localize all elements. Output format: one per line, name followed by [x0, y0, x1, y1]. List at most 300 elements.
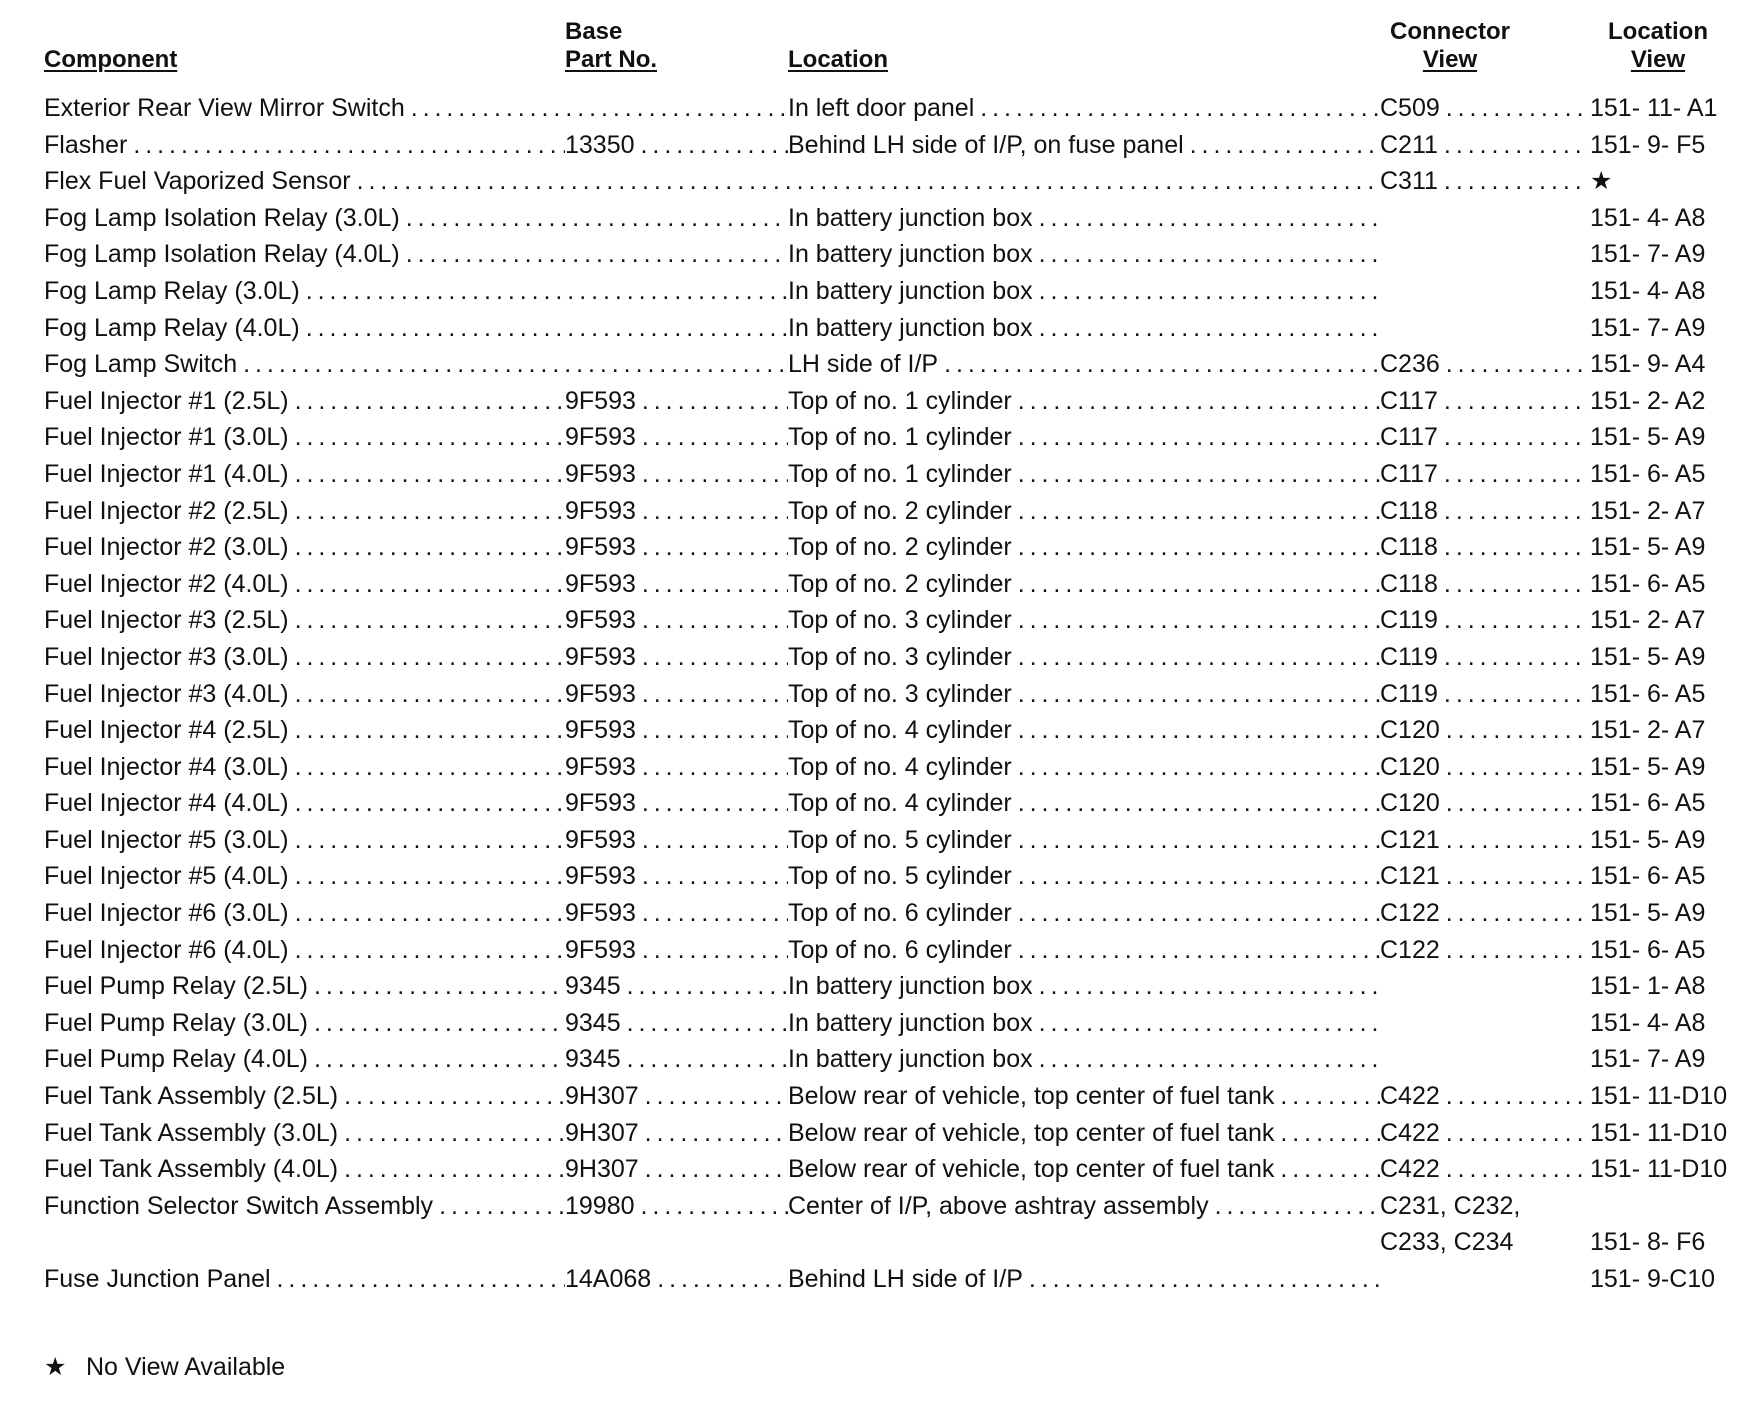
location-cell [788, 822, 1380, 859]
location-cell [788, 676, 1380, 713]
location-cell [788, 1078, 1380, 1115]
table-row [0, 236, 1754, 273]
location-cell [788, 456, 1380, 493]
location-view-cell [1590, 676, 1740, 713]
table-row [0, 310, 1754, 347]
component-cell [44, 346, 788, 383]
part-number-cell [565, 456, 788, 493]
location-view-cell-text: 151- 4- A8 [1590, 1008, 1706, 1037]
component-cell [44, 822, 565, 859]
connector-view-cell-continued [1380, 1224, 1587, 1261]
location-cell-text: Behind LH side of I/P [788, 1264, 1023, 1293]
location-cell [788, 749, 1380, 786]
part-number-cell-text: 9H307 [565, 1118, 639, 1147]
part-number-cell-text: 9F593 [565, 459, 636, 488]
location-view-cell-text: 151- 6- A5 [1590, 459, 1706, 488]
location-cell-text: Top of no. 2 cylinder [788, 496, 1012, 525]
table-row [0, 858, 1754, 895]
connector-view-cell [1380, 1151, 1587, 1188]
component-cell [44, 639, 565, 676]
table-row [0, 90, 1754, 127]
location-cell-text: Top of no. 5 cylinder [788, 825, 1012, 854]
location-cell-text: LH side of I/P [788, 350, 939, 379]
component-cell-text: Fog Lamp Relay (3.0L) [44, 276, 300, 305]
connector-view-cell-text: C118 [1380, 569, 1438, 598]
location-view-cell-text: 151- 1- A8 [1590, 972, 1706, 1001]
connector-view-cell-text: C120 [1380, 716, 1440, 745]
location-cell [788, 236, 1380, 273]
location-cell-text: Top of no. 2 cylinder [788, 569, 1012, 598]
part-number-cell [565, 932, 788, 969]
location-cell-text: Top of no. 1 cylinder [788, 459, 1012, 488]
location-cell-text: In battery junction box [788, 1045, 1033, 1074]
connector-view-cell-text: C422 [1380, 1155, 1440, 1184]
component-cell [44, 236, 788, 273]
component-cell-text: Fuel Tank Assembly (2.5L) [44, 1082, 339, 1111]
connector-view-cell [1380, 419, 1587, 456]
header-connector-view [1380, 18, 1520, 74]
connector-view-cell [1380, 676, 1587, 713]
part-number-cell [565, 822, 788, 859]
component-cell-text: Fuel Injector #2 (3.0L) [44, 533, 289, 562]
location-view-cell-text: 151- 7- A9 [1590, 313, 1706, 342]
part-number-cell-text: 9F593 [565, 496, 636, 525]
table-row [0, 895, 1754, 932]
location-view-cell-text: 151- 6- A5 [1590, 935, 1706, 964]
component-cell-text: Fuel Pump Relay (2.5L) [44, 972, 309, 1001]
location-cell [788, 419, 1380, 456]
part-number-cell-text: 9345 [565, 972, 621, 1001]
table-row [0, 785, 1754, 822]
location-view-cell-text: 151- 2- A7 [1590, 496, 1706, 525]
component-cell-text: Fuel Injector #4 (3.0L) [44, 752, 289, 781]
location-view-cell [1590, 310, 1740, 347]
connector-view-cell-text: C231, C232, [1380, 1191, 1521, 1220]
location-cell [788, 858, 1380, 895]
component-cell [44, 1078, 565, 1115]
component-cell [44, 932, 565, 969]
component-cell-text: Fuel Injector #1 (3.0L) [44, 423, 289, 452]
component-cell [44, 127, 565, 164]
location-view-cell [1590, 932, 1740, 969]
location-view-cell [1590, 1261, 1740, 1298]
location-cell-text: Top of no. 6 cylinder [788, 899, 1012, 928]
location-view-cell [1590, 858, 1740, 895]
location-view-cell [1590, 1041, 1740, 1078]
location-view-cell [1590, 895, 1740, 932]
location-view-cell [1590, 90, 1740, 127]
table-row [0, 602, 1754, 639]
location-cell-text: Top of no. 3 cylinder [788, 679, 1012, 708]
location-cell [788, 310, 1380, 347]
table-row [0, 493, 1754, 530]
part-number-cell-text: 14A068 [565, 1264, 652, 1293]
component-cell [44, 1005, 565, 1042]
location-view-cell-text: 151- 5- A9 [1590, 642, 1706, 671]
connector-view-cell-text: C119 [1380, 606, 1438, 635]
part-number-cell-text: 9H307 [565, 1082, 639, 1111]
part-number-cell [565, 419, 788, 456]
header-location-view [1598, 18, 1718, 74]
component-cell-text: Fuel Injector #1 (2.5L) [44, 386, 289, 415]
connector-view-cell [1380, 493, 1587, 530]
component-cell-text: Flasher [44, 130, 128, 159]
component-cell [44, 1115, 565, 1152]
part-number-cell [565, 749, 788, 786]
location-view-cell [1590, 529, 1740, 566]
location-view-cell [1590, 383, 1740, 420]
connector-view-cell-continued-text: C233, C234 [1380, 1228, 1514, 1257]
location-view-cell [1590, 1151, 1740, 1188]
connector-view-cell-text: C118 [1380, 496, 1438, 525]
location-view-cell-text: 151- 5- A9 [1590, 533, 1706, 562]
connector-view-cell-text: C117 [1380, 423, 1438, 452]
location-cell-text: Center of I/P, above ashtray assembly [788, 1191, 1209, 1220]
part-number-cell [565, 712, 788, 749]
connector-view-cell-text: C122 [1380, 935, 1440, 964]
part-number-cell [565, 639, 788, 676]
component-cell-text: Fog Lamp Isolation Relay (4.0L) [44, 240, 400, 269]
table-row [0, 968, 1754, 1005]
location-view-cell-text: 151- 5- A9 [1590, 825, 1706, 854]
part-number-cell-text: 9345 [565, 1008, 621, 1037]
location-cell [788, 1261, 1380, 1298]
part-number-cell-text: 9F593 [565, 935, 636, 964]
part-number-cell-text: 9345 [565, 1045, 621, 1074]
location-cell-text: Below rear of vehicle, top center of fuel tank [788, 1155, 1275, 1184]
location-view-cell-text: 151- 9- F5 [1590, 130, 1706, 159]
connector-view-cell [1380, 785, 1587, 822]
location-cell [788, 90, 1380, 127]
location-view-cell-text: ★ [1590, 167, 1613, 196]
connector-view-cell [1380, 383, 1587, 420]
component-cell-text: Fuel Injector #6 (4.0L) [44, 935, 289, 964]
connector-view-cell [1380, 529, 1587, 566]
part-number-cell-text: 9F593 [565, 423, 636, 452]
table-row [0, 1078, 1754, 1115]
connector-view-cell-text: C117 [1380, 459, 1438, 488]
part-number-cell [565, 858, 788, 895]
connector-view-cell [1380, 456, 1587, 493]
header-part-bottom: Part No. [565, 46, 658, 73]
connector-view-cell-text: C422 [1380, 1082, 1440, 1111]
part-number-cell [565, 1115, 788, 1152]
location-cell-text: Top of no. 2 cylinder [788, 533, 1012, 562]
table-row [0, 456, 1754, 493]
part-number-cell [565, 1005, 788, 1042]
connector-view-cell-text: C119 [1380, 679, 1438, 708]
location-cell-text: In battery junction box [788, 203, 1033, 232]
header-connector-top: Connector [1390, 18, 1510, 45]
location-cell-text: In battery junction box [788, 1008, 1033, 1037]
component-cell [44, 493, 565, 530]
part-number-cell-text: 9F593 [565, 642, 636, 671]
location-cell-text: Top of no. 1 cylinder [788, 423, 1012, 452]
component-cell [44, 419, 565, 456]
location-view-cell [1590, 566, 1740, 603]
location-cell [788, 529, 1380, 566]
connector-view-cell [1380, 346, 1587, 383]
component-cell [44, 1188, 565, 1225]
connector-view-cell-text: C211 [1380, 130, 1438, 159]
table-row [0, 529, 1754, 566]
location-view-cell-text: 151- 7- A9 [1590, 1045, 1706, 1074]
location-view-cell-text: 151- 6- A5 [1590, 862, 1706, 891]
location-cell [788, 1005, 1380, 1042]
location-cell-text: Top of no. 3 cylinder [788, 606, 1012, 635]
table-row [0, 1188, 1754, 1261]
part-number-cell [565, 785, 788, 822]
connector-view-cell-text: C117 [1380, 386, 1438, 415]
component-cell-text: Fuel Injector #2 (2.5L) [44, 496, 289, 525]
table-row [0, 127, 1754, 164]
location-view-cell-text: 151- 2- A7 [1590, 716, 1706, 745]
location-view-cell-text: 151- 2- A7 [1590, 606, 1706, 635]
location-view-cell [1590, 639, 1740, 676]
location-view-cell [1590, 273, 1740, 310]
table-row [0, 676, 1754, 713]
location-view-cell-text: 151- 5- A9 [1590, 423, 1706, 452]
connector-view-cell-text: C120 [1380, 789, 1440, 818]
table-row [0, 419, 1754, 456]
connector-view-cell [1380, 566, 1587, 603]
table-row [0, 200, 1754, 237]
part-number-cell-text: 9F593 [565, 752, 636, 781]
part-number-cell [565, 1151, 788, 1188]
location-cell [788, 493, 1380, 530]
location-view-cell-text: 151- 4- A8 [1590, 276, 1706, 305]
location-view-cell [1590, 1224, 1740, 1261]
component-cell [44, 858, 565, 895]
component-cell [44, 456, 565, 493]
table-row [0, 932, 1754, 969]
table-row [0, 163, 1754, 200]
location-cell [788, 712, 1380, 749]
component-cell [44, 749, 565, 786]
location-cell [788, 968, 1380, 1005]
location-cell-text: In battery junction box [788, 276, 1033, 305]
location-view-cell [1590, 493, 1740, 530]
location-cell-text: In battery junction box [788, 240, 1033, 269]
connector-view-cell [1380, 1115, 1587, 1152]
location-view-cell [1590, 419, 1740, 456]
table-row [0, 749, 1754, 786]
location-cell [788, 273, 1380, 310]
location-view-cell [1590, 236, 1740, 273]
component-cell-text: Fuel Injector #1 (4.0L) [44, 459, 289, 488]
location-cell-text: Top of no. 3 cylinder [788, 642, 1012, 671]
location-view-cell-text: 151- 11-D10 [1590, 1082, 1728, 1111]
component-cell [44, 785, 565, 822]
component-cell-text: Fog Lamp Switch [44, 350, 238, 379]
location-view-cell [1590, 602, 1740, 639]
location-view-cell-text: 151- 4- A8 [1590, 203, 1706, 232]
location-view-cell-text: 151- 6- A5 [1590, 679, 1706, 708]
component-cell [44, 273, 788, 310]
table-row [0, 822, 1754, 859]
table-row [0, 346, 1754, 383]
location-view-cell-text: 151- 5- A9 [1590, 899, 1706, 928]
header-part-no [565, 18, 657, 74]
location-cell-text: Top of no. 4 cylinder [788, 716, 1012, 745]
component-cell-text: Fuel Pump Relay (3.0L) [44, 1008, 309, 1037]
component-cell-text: Fuel Tank Assembly (4.0L) [44, 1155, 339, 1184]
component-cell-text: Fuel Injector #5 (3.0L) [44, 825, 289, 854]
table-row [0, 273, 1754, 310]
part-number-cell [565, 602, 788, 639]
component-cell [44, 1041, 565, 1078]
component-cell-text: Fuse Junction Panel [44, 1264, 271, 1293]
part-number-cell-text: 9F593 [565, 606, 636, 635]
part-number-cell-text: 9F593 [565, 899, 636, 928]
location-view-cell-text: 151- 2- A2 [1590, 386, 1706, 415]
component-cell-text: Fuel Injector #3 (2.5L) [44, 606, 289, 635]
connector-view-cell-text: C121 [1380, 825, 1440, 854]
location-cell [788, 895, 1380, 932]
header-locview-top: Location [1608, 18, 1708, 45]
location-view-cell [1590, 822, 1740, 859]
location-view-cell [1590, 785, 1740, 822]
location-view-cell-text: 151- 11-D10 [1590, 1155, 1728, 1184]
part-number-cell [565, 493, 788, 530]
connector-view-cell [1380, 602, 1587, 639]
location-view-cell-text: 151- 6- A5 [1590, 789, 1706, 818]
component-cell-text: Flex Fuel Vaporized Sensor [44, 167, 351, 196]
location-view-cell-text: 151- 8- F6 [1590, 1228, 1706, 1257]
component-cell [44, 310, 788, 347]
footnote [44, 1352, 285, 1382]
table-row [0, 1151, 1754, 1188]
location-view-cell-text: 151- 11- A1 [1590, 94, 1718, 122]
part-number-cell-text: 9H307 [565, 1155, 639, 1184]
component-cell-text: Exterior Rear View Mirror Switch [44, 94, 405, 122]
location-cell-text: Below rear of vehicle, top center of fuel tank [788, 1118, 1275, 1147]
part-number-cell [565, 1078, 788, 1115]
part-number-cell-text: 9F593 [565, 679, 636, 708]
location-cell [788, 127, 1380, 164]
part-number-cell-text: 9F593 [565, 569, 636, 598]
component-cell [44, 895, 565, 932]
header-location-label: Location [788, 46, 888, 73]
connector-view-cell [1380, 749, 1587, 786]
location-cell [788, 346, 1380, 383]
location-cell [788, 1115, 1380, 1152]
table-row [0, 712, 1754, 749]
table-row [0, 1115, 1754, 1152]
header-location [788, 46, 888, 74]
part-number-cell-text: 9F593 [565, 386, 636, 415]
location-cell-text: In left door panel [788, 94, 975, 122]
part-number-cell-text: 9F593 [565, 716, 636, 745]
connector-view-cell [1380, 127, 1587, 164]
connector-view-cell [1380, 932, 1587, 969]
connector-view-cell [1380, 858, 1587, 895]
part-number-cell [565, 383, 788, 420]
location-view-cell [1590, 968, 1740, 1005]
part-number-cell [565, 127, 788, 164]
component-cell-text: Fuel Injector #6 (3.0L) [44, 899, 289, 928]
connector-view-cell [1380, 712, 1587, 749]
location-cell [788, 602, 1380, 639]
connector-view-cell-text: C122 [1380, 899, 1440, 928]
connector-view-cell [1380, 163, 1587, 200]
component-cell-text: Fuel Injector #3 (4.0L) [44, 679, 289, 708]
location-cell [788, 639, 1380, 676]
component-cell [44, 1151, 565, 1188]
connector-view-cell-text: C509 [1380, 94, 1440, 122]
component-cell-text: Fuel Tank Assembly (3.0L) [44, 1118, 339, 1147]
location-cell-text: Top of no. 4 cylinder [788, 752, 1012, 781]
part-number-cell-text: 9F593 [565, 789, 636, 818]
connector-view-cell-text: C311 [1380, 167, 1438, 196]
component-cell [44, 529, 565, 566]
location-cell-text: In battery junction box [788, 972, 1033, 1001]
part-number-cell-text: 13350 [565, 130, 635, 159]
component-cell [44, 712, 565, 749]
component-cell [44, 566, 565, 603]
component-cell-text: Fuel Injector #5 (4.0L) [44, 862, 289, 891]
connector-view-cell-text: C422 [1380, 1118, 1440, 1147]
connector-view-cell [1380, 1078, 1587, 1115]
location-view-cell-text: 151- 9-C10 [1590, 1264, 1716, 1293]
component-cell [44, 90, 788, 127]
part-number-cell [565, 968, 788, 1005]
component-cell [44, 602, 565, 639]
connector-view-cell-text: C121 [1380, 862, 1440, 891]
location-cell [788, 785, 1380, 822]
component-cell-text: Fog Lamp Isolation Relay (3.0L) [44, 203, 400, 232]
location-view-cell [1590, 712, 1740, 749]
table-row [0, 1041, 1754, 1078]
location-cell [788, 1151, 1380, 1188]
location-cell-text: Behind LH side of I/P, on fuse panel [788, 130, 1184, 159]
location-cell-text: Top of no. 4 cylinder [788, 789, 1012, 818]
component-cell-text: Fuel Injector #3 (3.0L) [44, 642, 289, 671]
location-cell [788, 1188, 1380, 1225]
location-cell [788, 1041, 1380, 1078]
location-view-cell [1590, 1005, 1740, 1042]
component-cell [44, 1261, 565, 1298]
connector-view-cell-text: C236 [1380, 350, 1440, 379]
location-cell [788, 383, 1380, 420]
connector-view-cell-text: C118 [1380, 533, 1438, 562]
part-number-cell [565, 676, 788, 713]
part-number-cell [565, 1188, 788, 1225]
location-cell-text: Below rear of vehicle, top center of fuel tank [788, 1082, 1275, 1111]
table-row [0, 1261, 1754, 1298]
location-view-cell [1590, 163, 1740, 200]
star-icon: ★ [44, 1353, 67, 1381]
component-cell-text: Fuel Injector #4 (4.0L) [44, 789, 289, 818]
component-cell-text: Function Selector Switch Assembly [44, 1191, 434, 1220]
location-view-cell [1590, 346, 1740, 383]
part-number-cell-text: 9F593 [565, 825, 636, 854]
location-view-cell [1590, 456, 1740, 493]
connector-view-cell [1380, 895, 1587, 932]
component-table [0, 90, 1754, 1297]
part-number-cell [565, 1261, 788, 1298]
location-view-cell-text: 151- 11-D10 [1590, 1118, 1728, 1147]
component-cell-text: Fuel Injector #4 (2.5L) [44, 716, 289, 745]
table-row [0, 383, 1754, 420]
component-cell-text: Fog Lamp Relay (4.0L) [44, 313, 300, 342]
location-cell-text: Top of no. 6 cylinder [788, 935, 1012, 964]
header-locview-bottom: View [1630, 46, 1686, 73]
part-number-cell-text: 19980 [565, 1191, 635, 1220]
part-number-cell [565, 1041, 788, 1078]
part-number-cell [565, 895, 788, 932]
location-cell [788, 200, 1380, 237]
